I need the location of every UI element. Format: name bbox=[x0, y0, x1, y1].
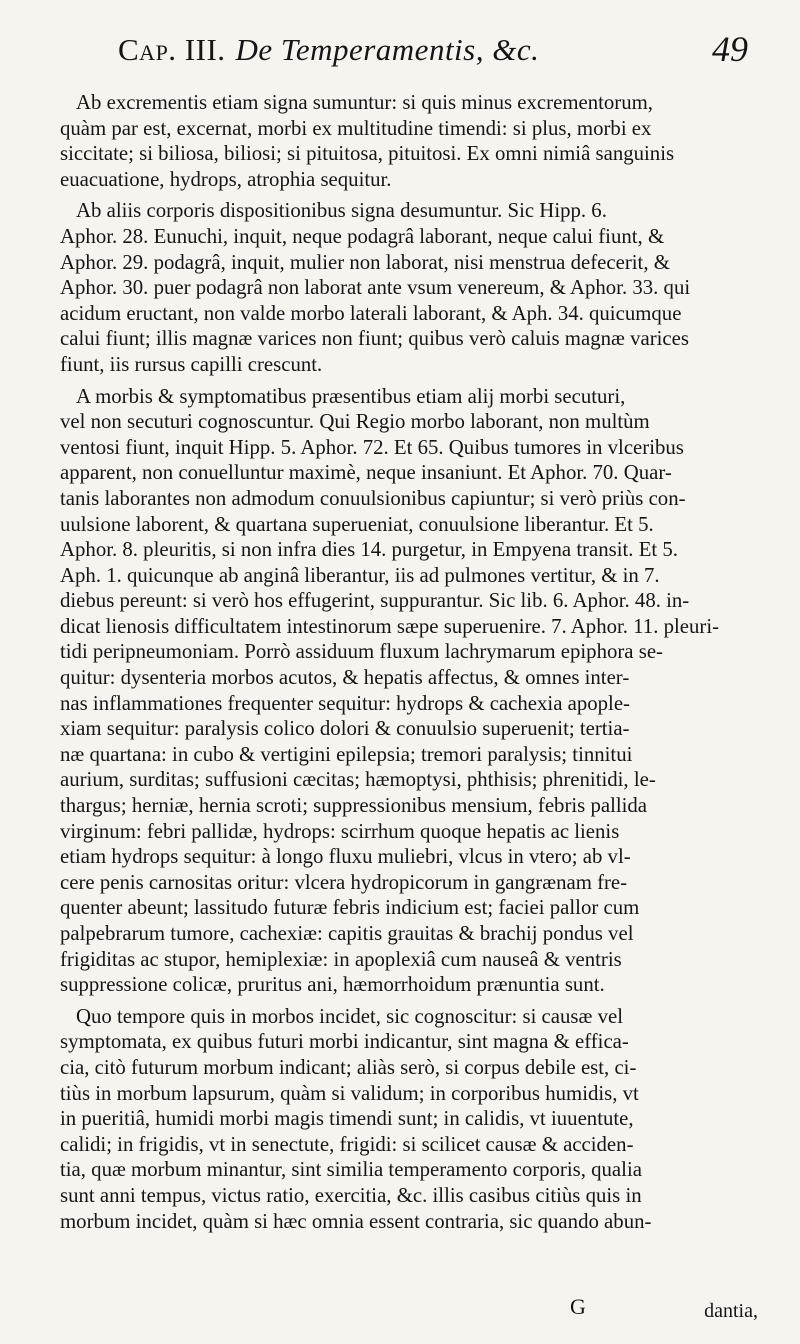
text-line: Ab aliis corporis dispositionibus signa desumuntur. Sic Hipp. 6. bbox=[76, 199, 607, 223]
text-line: nas inflammationes frequenter sequitur: hydrops & cachexia apople- bbox=[60, 691, 630, 715]
text-line: quenter abeunt; lassitudo futuræ febris indicium est; faciei pallor cum bbox=[60, 896, 640, 920]
text-line: Quo tempore quis in morbos incidet, sic cognoscitur: si causæ vel bbox=[76, 1004, 623, 1028]
text-line: fiunt, iis rursus capilli crescunt. bbox=[60, 352, 323, 376]
text-line: A morbis & symptomatibus præsentibus etiam alij morbi secuturi, bbox=[76, 384, 626, 408]
text-line: in pueritiâ, humidi morbi magis timendi sunt; in calidis, vt iuuentute, bbox=[60, 1107, 634, 1131]
paragraph bbox=[60, 90, 758, 192]
text-line: tiùs in morbum lapsurum, quàm si validum; in corporibus humidis, vt bbox=[60, 1081, 639, 1105]
paragraph bbox=[60, 384, 758, 998]
catchword: dantia, bbox=[704, 1300, 758, 1322]
text-line: diebus pereunt: si verò hos effugerint, suppurantur. Sic lib. 6. Aphor. 48. in- bbox=[60, 589, 690, 613]
text-line: tia, quæ morbum minantur, sint similia temperamento corporis, qualia bbox=[60, 1158, 642, 1182]
text-line: sunt anni tempus, victus ratio, exercitia, &c. illis casibus citiùs quis in bbox=[60, 1183, 642, 1207]
text-line: acidum eructant, non valde morbo laterali laborant, & Aph. 34. quicumque bbox=[60, 301, 682, 325]
text-line: quàm par est, excernat, morbi ex multitudine timendi: si plus, morbi ex bbox=[60, 116, 652, 140]
text-line: frigiditas ac stupor, hemiplexiæ: in apoplexiâ cum nauseâ & ventris bbox=[60, 947, 622, 971]
text-line: suppressione colicæ, pruritus ani, hæmorrhoidum prænuntia sunt. bbox=[60, 973, 605, 997]
running-head bbox=[118, 32, 539, 68]
text-line: etiam hydrops sequitur: à longo fluxu muliebri, vlcus in vtero; ab vl- bbox=[60, 845, 631, 869]
text-line: aurium, surditas; suffusioni cæcitas; hæmoptysi, phthisis; phrenitidi, le- bbox=[60, 768, 656, 792]
text-line: palpebrarum tumore, cachexiæ: capitis grauitas & brachij pondus vel bbox=[60, 922, 634, 945]
text-line: tanis laborantes non admodum conuulsionibus capiuntur; si verò priùs con- bbox=[60, 486, 686, 510]
text-line: cere penis carnositas oritur: vlcera hydropicorum in gangrænam fre- bbox=[60, 870, 628, 894]
text-line: calidi; in frigidis, vt in senectute, frigidi: si scilicet causæ & acciden- bbox=[60, 1132, 634, 1156]
text-line: Aphor. 30. puer podagrâ non laborat ante vsum venereum, & Aphor. 33. qui bbox=[60, 276, 691, 300]
paragraph bbox=[60, 1004, 758, 1234]
text-line: Aphor. 29. podagrâ, inquit, mulier non laborat, nisi menstrua defecerit, & bbox=[60, 250, 670, 274]
text-body bbox=[60, 90, 758, 1234]
text-line: thargus; herniæ, hernia scroti; suppressionibus mensium, febris pallida bbox=[60, 794, 648, 818]
text-line: dicat lienosis difficultatem intestinorum sæpe superuenire. 7. Aphor. 11. pleuri- bbox=[60, 614, 720, 638]
text-line: vel non secuturi cognoscuntur. Qui Regio morbo laborant, non multùm bbox=[60, 410, 650, 434]
text-line: næ quartana: in cubo & vertigini epilepsia; tremori paralysis; tinnitui bbox=[60, 742, 633, 766]
text-line: morbum incidet, quàm si hæc omnia essent contraria, sic quando abun- bbox=[60, 1209, 652, 1233]
text-line: apparent, non conuelluntur maximè, neque insaniunt. Et Aphor. 70. Quar- bbox=[60, 461, 672, 485]
text-line: calui fiunt; illis magnæ varices non fiunt; quibus verò caluis magnæ varices bbox=[60, 327, 689, 351]
chapter-label: Cap. III. bbox=[118, 32, 226, 67]
text-line: Ab excrementis etiam signa sumuntur: si quis minus excrementorum, bbox=[76, 91, 654, 114]
page-footer bbox=[0, 1288, 800, 1328]
paragraph bbox=[60, 198, 758, 377]
signature-mark: G bbox=[570, 1294, 586, 1319]
text-line: Aph. 1. quicunque ab anginâ liberantur, iis ad pulmones vertitur, & in 7. bbox=[60, 563, 660, 587]
text-line: cia, citò futurum morbum indicant; aliàs serò, si corpus debile est, ci- bbox=[60, 1055, 637, 1079]
page-number: 49 bbox=[712, 29, 748, 69]
text-line: ventosi fiunt, inquit Hipp. 5. Aphor. 72. Et 65. Quibus tumores in vlceribus bbox=[60, 435, 684, 459]
text-line: uulsione laborent, & quartana superueniat, conuulsione liberantur. Et 5. bbox=[60, 512, 654, 536]
text-line: euacuatione, hydrops, atrophia sequitur. bbox=[60, 167, 392, 191]
text-line: Aphor. 28. Eunuchi, inquit, neque podagrâ laborant, neque calui fiunt, & bbox=[60, 224, 665, 248]
text-line: quitur: dysenteria morbos acutos, & hepatis affectus, & omnes inter- bbox=[60, 666, 630, 690]
chapter-title: De Temperamentis, &c. bbox=[235, 32, 540, 67]
text-line: tidi peripneumoniam. Porrò assiduum fluxum lachrymarum epiphora se- bbox=[60, 640, 663, 664]
text-line: Aphor. 8. pleuritis, si non infra dies 14. purgetur, in Empyena transit. Et 5. bbox=[60, 538, 678, 562]
text-line: siccitate; si biliosa, biliosi; si pituitosa, pituitosi. Ex omni nimiâ sanguinis bbox=[60, 142, 675, 166]
text-line: virginum: febri pallidæ, hydrops: scirrhum quoque hepatis ac lienis bbox=[60, 819, 620, 843]
running-header bbox=[60, 26, 758, 90]
text-line: symptomata, ex quibus futuri morbi indicantur, sint magna & effica- bbox=[60, 1030, 629, 1054]
text-line: xiam sequitur: paralysis colico dolori & conuulsio superuenit; tertia- bbox=[60, 717, 630, 741]
